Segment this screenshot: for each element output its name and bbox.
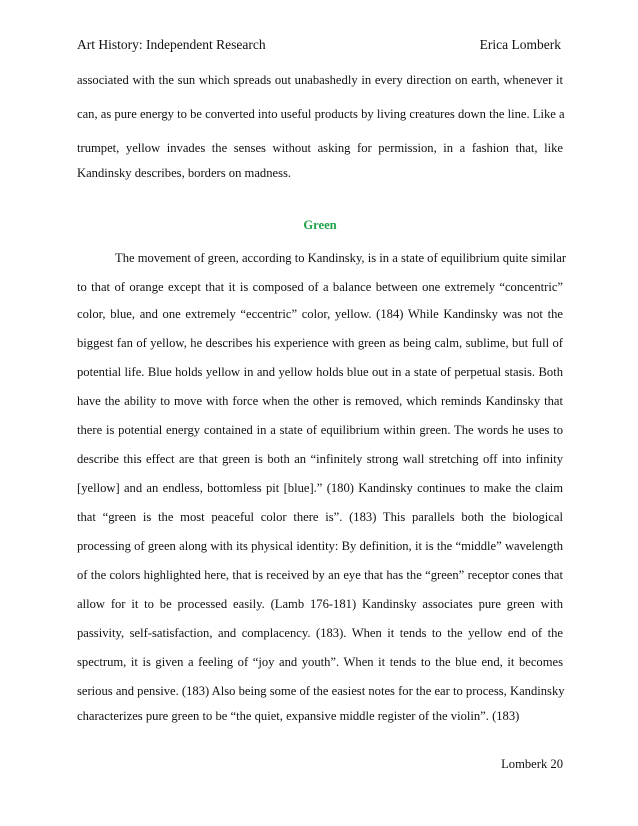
header-author-name: Erica Lomberk — [479, 37, 561, 52]
section-heading: Green — [303, 218, 337, 232]
body-line: can, as pure energy to be converted into useful products by living creatures down the line. Like a — [77, 107, 565, 121]
body-line: have the ability to move with force when the other is removed, which reminds Kandinsky that — [77, 394, 563, 408]
body-line: associated with the sun which spreads out unabashedly in every direction on earth, whenever it — [77, 73, 563, 87]
body-line: passivity, self-satisfaction, and complacency. (183). When it tends to the yellow end of the — [77, 626, 563, 640]
body-line: [yellow] and an endless, bottomless pit [blue].” (180) Kandinsky continues to make the claim — [77, 481, 563, 495]
body-line: characterizes pure green to be “the quiet, expansive middle register of the violin”. (183) — [77, 709, 520, 723]
page-number: Lomberk 20 — [501, 757, 563, 771]
body-line: describe this effect are that green is both an “infinitely strong wall stretching off into infinity — [77, 452, 563, 466]
body-line: of the colors highlighted here, that is received by an eye that has the “green” receptor cones that — [77, 568, 563, 582]
body-line: color, blue, and one extremely “eccentric” color, yellow. (184) While Kandinsky was not the — [77, 307, 563, 321]
header-course-title: Art History: Independent Research — [77, 37, 266, 52]
body-line: biggest fan of yellow, he describes his experience with green as being calm, sublime, but full of — [77, 336, 563, 350]
body-line: Kandinsky describes, borders on madness. — [77, 166, 292, 180]
body-line: trumpet, yellow invades the senses without asking for permission, in a fashion that, like — [77, 141, 563, 155]
body-line: spectrum, it is given a feeling of “joy and youth”. When it tends to the blue end, it becomes — [77, 655, 563, 669]
body-line: there is potential energy contained in a state of equilibrium within green. The words he uses to — [77, 423, 563, 437]
body-line: potential life. Blue holds yellow in and yellow holds blue out in a state of perpetual stasis. Both — [77, 365, 563, 379]
body-line: serious and pensive. (183) Also being some of the easiest notes for the ear to process, Kandinsky — [77, 684, 565, 698]
body-line: processing of green along with its physical identity: By definition, it is the “middle” wavelength — [77, 539, 563, 553]
body-line: allow for it to be processed easily. (Lamb 176-181) Kandinsky associates pure green with — [77, 597, 563, 611]
running-header — [77, 37, 561, 57]
body-line: The movement of green, according to Kandinsky, is in a state of equilibrium quite similar — [115, 251, 567, 265]
body-line: that “green is the most peaceful color there is”. (183) This parallels both the biological — [77, 510, 563, 524]
body-line: to that of orange except that it is composed of a balance between one extremely “concentric” — [77, 280, 563, 294]
